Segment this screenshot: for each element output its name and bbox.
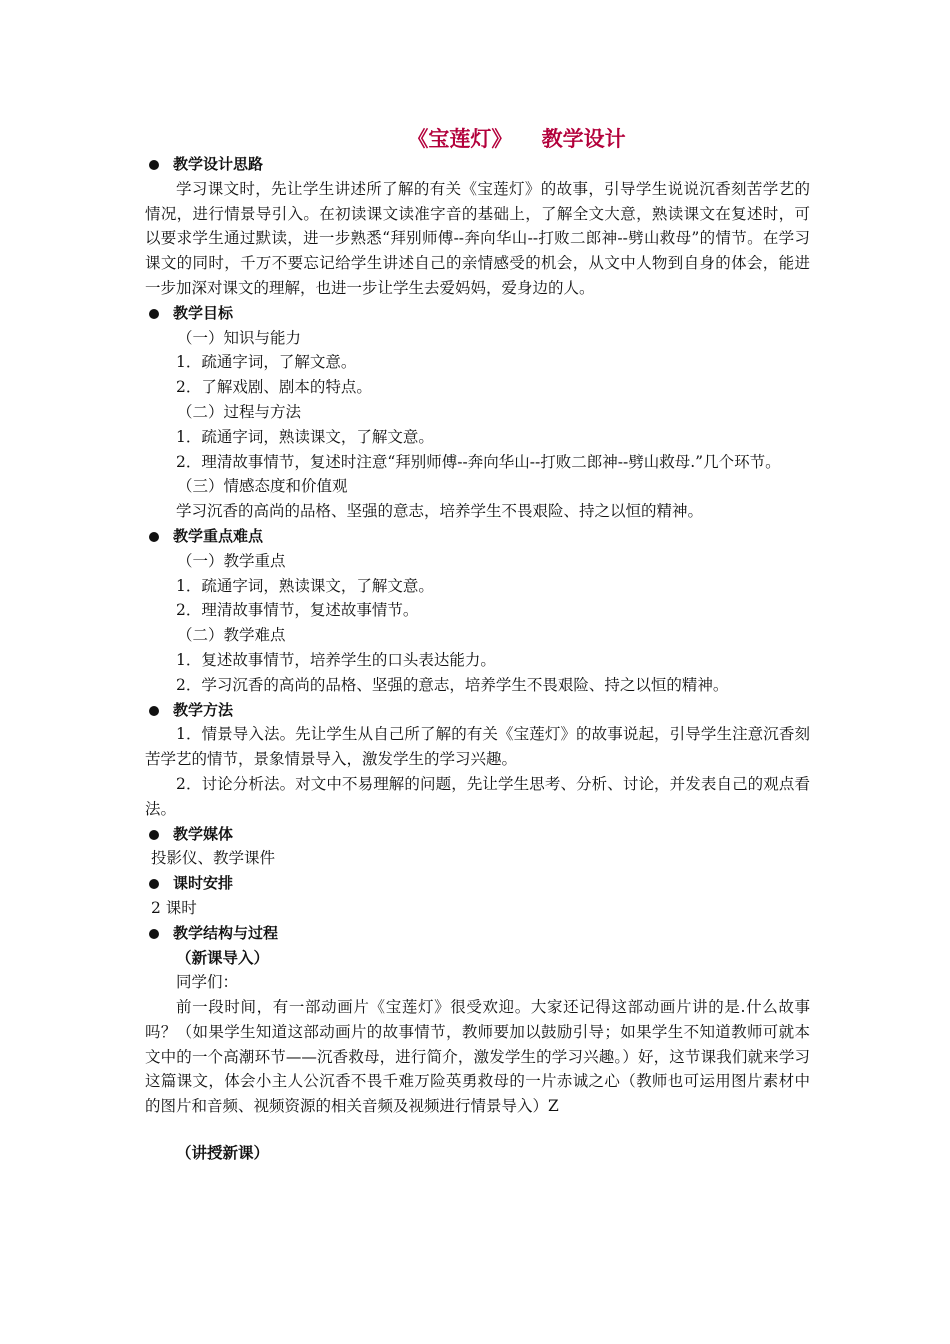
paragraph: 2 课时 [151,898,197,917]
list-item: 2．学习沉香的高尚的品格、坚强的意志，培养学生不畏艰险、持之以恒的精神。 [176,675,729,694]
paragraph: 同学们： [176,973,239,992]
title-suffix: 教学设计 [541,127,626,151]
subheading: （讲授新课） [176,1143,270,1163]
document-title [145,126,810,152]
section-heading: 教学方法 [145,698,810,723]
bullet-icon [149,309,159,319]
bullet-icon [149,706,159,716]
list-item: 2．理清故事情节，复述故事情节。 [176,601,419,620]
subheading: （二）教学难点 [177,626,286,645]
bullet-icon [149,160,159,170]
list-item: 2．讨论分析法。对文中不易理解的问题，先让学生思考、分析、讨论，并发表自己的观点看法。 [145,774,810,818]
list-item: 1．疏通字词，熟读课文，了解文意。 [176,576,434,595]
section-heading: 教学设计思路 [145,152,810,177]
list-item: 1．疏通字词，了解文意。 [176,353,357,372]
bullet-icon [149,879,159,889]
subheading: （一）知识与能力 [177,328,302,347]
list-item: 2．理清故事情节，复述时注意“拜别师傅--奔向华山--打败二郎神--劈山救母.”几个环节。 [176,452,781,471]
paragraph: 投影仪、教学课件 [151,849,276,868]
section-heading: 教学重点难点 [145,524,810,549]
paragraph: 学习课文时，先让学生讲述所了解的有关《宝莲灯》的故事，引导学生说说沉香刻苦学艺的情况，进行情景导引入。在初读课文读准字音的基础上，了解全文大意，熟读课文在复述时，可以要求学生通过默读，进一步熟悉“拜别师傅--奔向华山--打败二郎神--劈山救母”的情节。在学习课文的同时，千万不要忘记给学生讲述自己的亲情感受的机会，从文中人物到自身的体会，能进一步加深对课文的理解，也进一步让学生去爱妈妈，爱身边的人。 [145,179,810,297]
section-heading: 教学结构与过程 [145,921,810,946]
section-heading: 教学媒体 [145,822,810,847]
bullet-icon [149,830,159,840]
subheading: （三）情感态度和价值观 [177,477,348,496]
list-item: 学习沉香的高尚的品格、坚强的意志，培养学生不畏艰险、持之以恒的精神。 [176,502,704,521]
subheading: （二）过程与方法 [177,402,302,421]
subheading: （新课导入） [176,947,270,967]
document-page [145,126,810,1166]
bullet-icon [149,532,159,542]
subheading: （一）教学重点 [177,551,286,570]
list-item: 1．复述故事情节，培养学生的口头表达能力。 [176,650,496,669]
title-main: 《宝莲灯》 [407,127,513,151]
list-item: 2．了解戏剧、剧本的特点。 [176,378,372,397]
section-heading: 教学目标 [145,301,810,326]
list-item: 1．疏通字词，熟读课文，了解文意。 [176,427,434,446]
paragraph: 前一段时间，有一部动画片《宝莲灯》很受欢迎。大家还记得这部动画片讲的是.什么故事吗？（如果学生知道这部动画片的故事情节，教师要加以鼓励引导；如果学生不知道教师可就本文中的一个高潮环节——沉香救母，进行简介，激发学生的学习兴趣。）好，这节课我们就来学习这篇课文，体会小主人公沉香不畏千难万险英勇救母的一片赤诚之心（教师也可运用图片素材中的图片和音频、视频资源的相关音频及视频进行情景导入）Z [145,998,810,1116]
section-heading: 课时安排 [145,871,810,896]
bullet-icon [149,929,159,939]
list-item: 1．情景导入法。先让学生从自己所了解的有关《宝莲灯》的故事说起，引导学生注意沉香刻苦学艺的情节，景象情景导入，激发学生的学习兴趣。 [145,725,810,769]
